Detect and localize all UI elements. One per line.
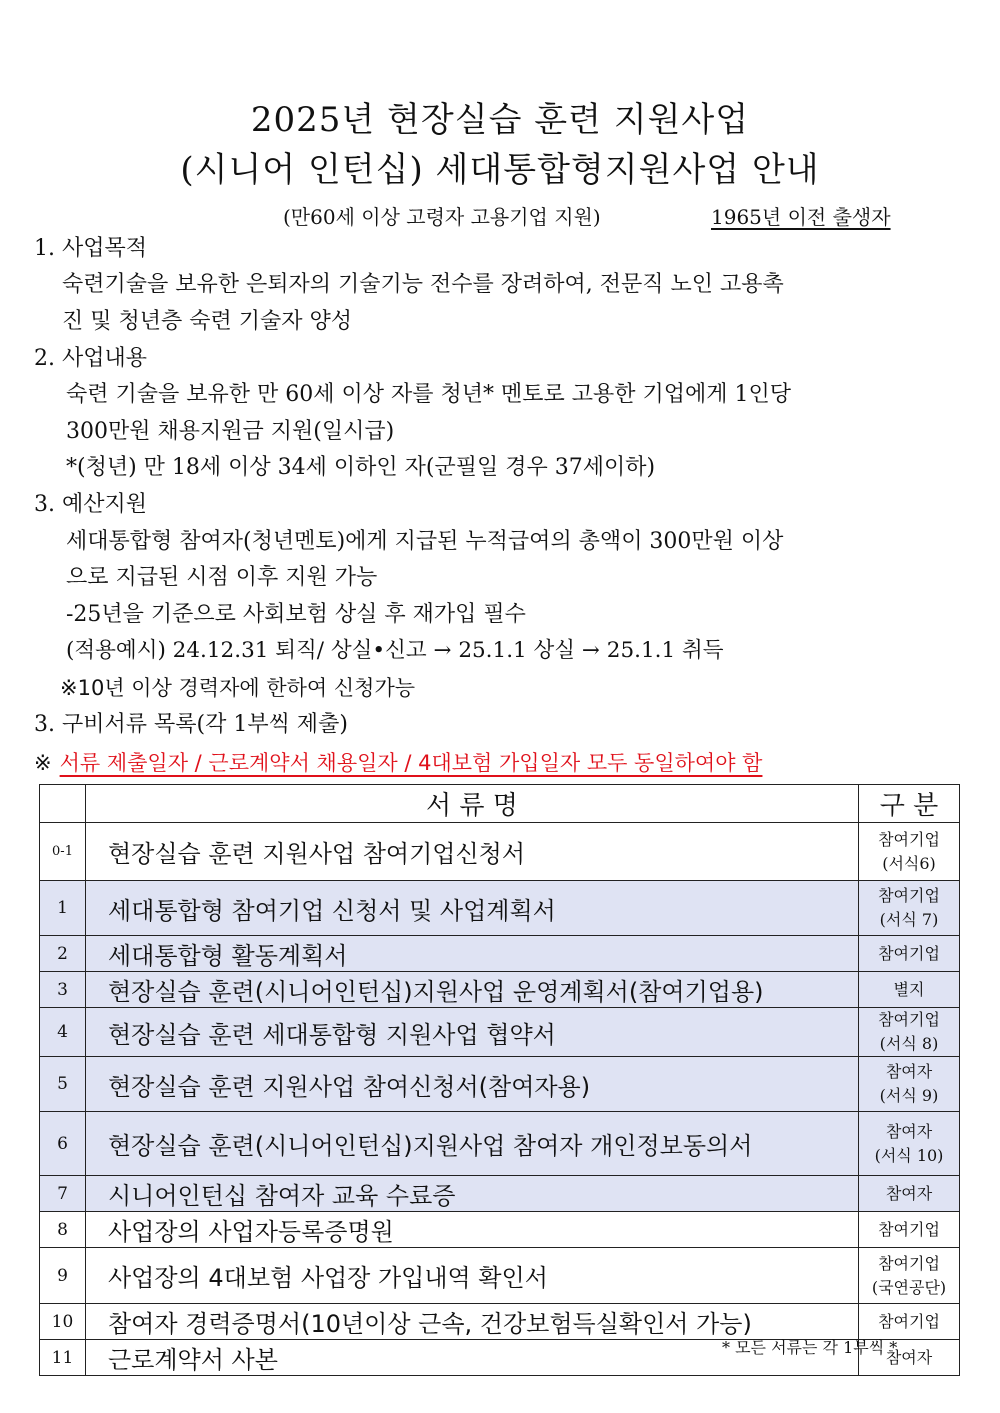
header-document-name: 서 류 명 <box>86 785 859 823</box>
row-number: 5 <box>40 1057 86 1112</box>
section3-heading: 3. 예산지원 <box>34 492 147 517</box>
row-category: 참여기업 (서식 8) <box>859 1008 960 1057</box>
row-number: 1 <box>40 881 86 936</box>
header-num <box>40 785 86 823</box>
table-row <box>40 1248 960 1304</box>
subtitle-row <box>283 201 891 230</box>
row-document-name: 현장실습 훈련(시니어인턴십)지원사업 참여자 개인정보동의서 <box>86 1112 859 1176</box>
row-document-name: 현장실습 훈련 세대통합형 지원사업 협약서 <box>86 1008 859 1057</box>
section1-heading: 1. 사업목적 <box>34 236 147 261</box>
row-document-name: 세대통합형 활동계획서 <box>86 936 859 972</box>
table-row <box>40 1176 960 1212</box>
table-row <box>40 936 960 972</box>
birth-note: 1965년 이전 출생자 <box>711 205 891 229</box>
table-header-row <box>40 785 960 823</box>
row-number: 3 <box>40 972 86 1008</box>
row-number: 7 <box>40 1176 86 1212</box>
row-category: 참여기업 <box>859 936 960 972</box>
row-document-name: 사업장의 4대보험 사업장 가입내역 확인서 <box>86 1248 859 1304</box>
title-line-2: (시니어 인턴십) 세대통합형지원사업 안내 <box>180 150 820 190</box>
row-number: 11 <box>40 1340 86 1376</box>
row-document-name: 근로계약서 사본 <box>86 1340 859 1376</box>
row-number: 0-1 <box>40 823 86 881</box>
section2-line: *(청년) 만 18세 이상 34세 이하인 자(군필일 경우 37세이하) <box>66 455 656 480</box>
row-category: 참여기업 <box>859 1212 960 1248</box>
section3-line: 으로 지급된 시점 이후 지원 가능 <box>66 565 378 590</box>
row-document-name: 참여자 경력증명서(10년이상 근속, 건강보험득실확인서 가능) <box>86 1304 859 1340</box>
section3-note: ※10년 이상 경력자에 한하여 신청가능 <box>60 676 416 700</box>
row-category: 별지 <box>859 972 960 1008</box>
subtitle: (만60세 이상 고령자 고용기업 지원) <box>283 205 601 229</box>
row-category: 참여기업 (국연공단) <box>859 1248 960 1304</box>
row-number: 6 <box>40 1112 86 1176</box>
row-document-name: 사업장의 사업자등록증명원 <box>86 1212 859 1248</box>
table-row <box>40 881 960 936</box>
section4-heading: 3. 구비서류 목록(각 1부씩 제출) <box>34 712 348 737</box>
row-category: 참여자 (서식 9) <box>859 1057 960 1112</box>
row-category: 참여기업 (서식 7) <box>859 881 960 936</box>
warning-row <box>34 748 762 778</box>
footnote: * 모든 서류는 각 1부씩 * <box>722 1338 898 1357</box>
row-number: 9 <box>40 1248 86 1304</box>
section3-line: -25년을 기준으로 사회보험 상실 후 재가입 필수 <box>66 602 526 627</box>
section2-line: 숙련 기술을 보유한 만 60세 이상 자를 청년* 멘토로 고용한 기업에게 1인당 <box>66 382 791 407</box>
table-row <box>40 823 960 881</box>
table-row <box>40 972 960 1008</box>
row-number: 8 <box>40 1212 86 1248</box>
row-category: 참여자 <box>859 1340 960 1376</box>
row-document-name: 현장실습 훈련(시니어인턴십)지원사업 운영계획서(참여기업용) <box>86 972 859 1008</box>
documents-table <box>39 784 960 1376</box>
row-number: 2 <box>40 936 86 972</box>
row-document-name: 현장실습 훈련 지원사업 참여신청서(참여자용) <box>86 1057 859 1112</box>
row-category: 참여기업 <box>859 1304 960 1340</box>
row-number: 10 <box>40 1304 86 1340</box>
section3-line: 세대통합형 참여자(청년멘토)에게 지급된 누적급여의 총액이 300만원 이상 <box>66 529 784 554</box>
title-line-1: 2025년 현장실습 훈련 지원사업 <box>250 100 750 140</box>
row-document-name: 세대통합형 참여기업 신청서 및 사업계획서 <box>86 881 859 936</box>
row-document-name: 현장실습 훈련 지원사업 참여기업신청서 <box>86 823 859 881</box>
table-row <box>40 1057 960 1112</box>
header-category: 구 분 <box>859 785 960 823</box>
row-category: 참여기업 (서식6) <box>859 823 960 881</box>
section1-line: 숙련기술을 보유한 은퇴자의 기술기능 전수를 장려하여, 전문직 노인 고용촉 <box>62 272 784 297</box>
table-row <box>40 1008 960 1057</box>
section2-heading: 2. 사업내용 <box>34 346 147 371</box>
row-number: 4 <box>40 1008 86 1057</box>
section2-line: 300만원 채용지원금 지원(일시급) <box>66 419 395 444</box>
warning-mark: ※ <box>34 751 52 775</box>
row-document-name: 시니어인턴십 참여자 교육 수료증 <box>86 1176 859 1212</box>
table-row <box>40 1212 960 1248</box>
row-category: 참여자 (서식 10) <box>859 1112 960 1176</box>
section3-line: (적용예시) 24.12.31 퇴직/ 상실•신고 → 25.1.1 상실 → 25.1.1 취득 <box>66 638 724 663</box>
section1-line: 진 및 청년층 숙련 기술자 양성 <box>62 309 352 334</box>
table-row <box>40 1112 960 1176</box>
warning-text: 서류 제출일자 / 근로계약서 채용일자 / 4대보험 가입일자 모두 동일하여야 함 <box>59 751 763 775</box>
row-category: 참여자 <box>859 1176 960 1212</box>
